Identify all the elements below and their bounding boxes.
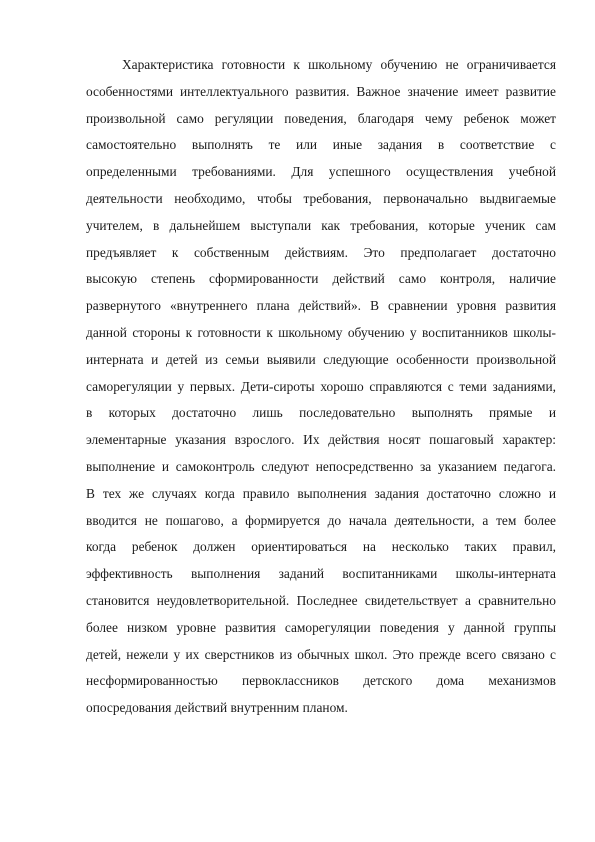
paragraph-line: произвольной само регуляции поведения, благодаря чему ребенок может bbox=[86, 110, 556, 126]
paragraph-line: учителем, в дальнейшем выступали как требования, которые ученик сам bbox=[86, 217, 556, 233]
paragraph-line: В тех же случаях когда правило выполнения задания достаточно сложно и bbox=[86, 485, 556, 501]
paragraph-line: предъявляет к собственным действиям. Это предполагает достаточно bbox=[86, 244, 556, 260]
paragraph-line: высокую степень сформированности действий само контроля, наличие bbox=[86, 271, 556, 287]
paragraph-line: когда ребенок должен ориентироваться на несколько таких правил, bbox=[86, 539, 556, 555]
paragraph-line: интерната и детей из семьи выявили следующие особенности произвольной bbox=[86, 351, 556, 367]
paragraph-line: Характеристика готовности к школьному обучению не ограничивается bbox=[122, 57, 556, 72]
paragraph-line: данной стороны к готовности к школьному обучению у воспитанников школы- bbox=[86, 324, 556, 340]
paragraph-line: самостоятельно выполнять те или иные задания в соответствие с bbox=[86, 137, 556, 153]
paragraph-line: особенностями интеллектуального развития. Важное значение имеет развитие bbox=[86, 83, 556, 99]
paragraph-line: деятельности необходимо, чтобы требования, первоначально выдвигаемые bbox=[86, 190, 556, 206]
paragraph-line: становится неудовлетворительной. Последнее свидетельствует а сравнительно bbox=[86, 592, 556, 608]
body-paragraph bbox=[86, 52, 556, 722]
paragraph-line: выполнение и самоконтроль следуют непосредственно за указанием педагога. bbox=[86, 458, 556, 474]
paragraph-line: определенными требованиями. Для успешного осуществления учебной bbox=[86, 164, 556, 180]
paragraph-line: несформированностью первоклассников детского дома механизмов bbox=[86, 673, 556, 689]
paragraph-line: развернутого «внутреннего плана действий». В сравнении уровня развития bbox=[86, 298, 556, 314]
paragraph-line: саморегуляции у первых. Дети-сироты хорошо справляются с теми заданиями, bbox=[86, 378, 556, 394]
paragraph-line: элементарные указания взрослого. Их действия носят пошаговый характер: bbox=[86, 432, 556, 448]
paragraph-line: в которых достаточно лишь последовательно выполнять прямые и bbox=[86, 405, 556, 421]
paragraph-line: опосредования действий внутренним планом. bbox=[86, 700, 348, 716]
paragraph-line: вводится не пошагово, а формируется до начала деятельности, а тем более bbox=[86, 512, 556, 528]
paragraph-line: эффективность выполнения заданий воспитанниками школы-интерната bbox=[86, 566, 556, 582]
paragraph-line: более низком уровне развития саморегуляции поведения у данной группы bbox=[86, 619, 556, 635]
paragraph-line: детей, нежели у их сверстников из обычных школ. Это прежде всего связано с bbox=[86, 646, 556, 662]
